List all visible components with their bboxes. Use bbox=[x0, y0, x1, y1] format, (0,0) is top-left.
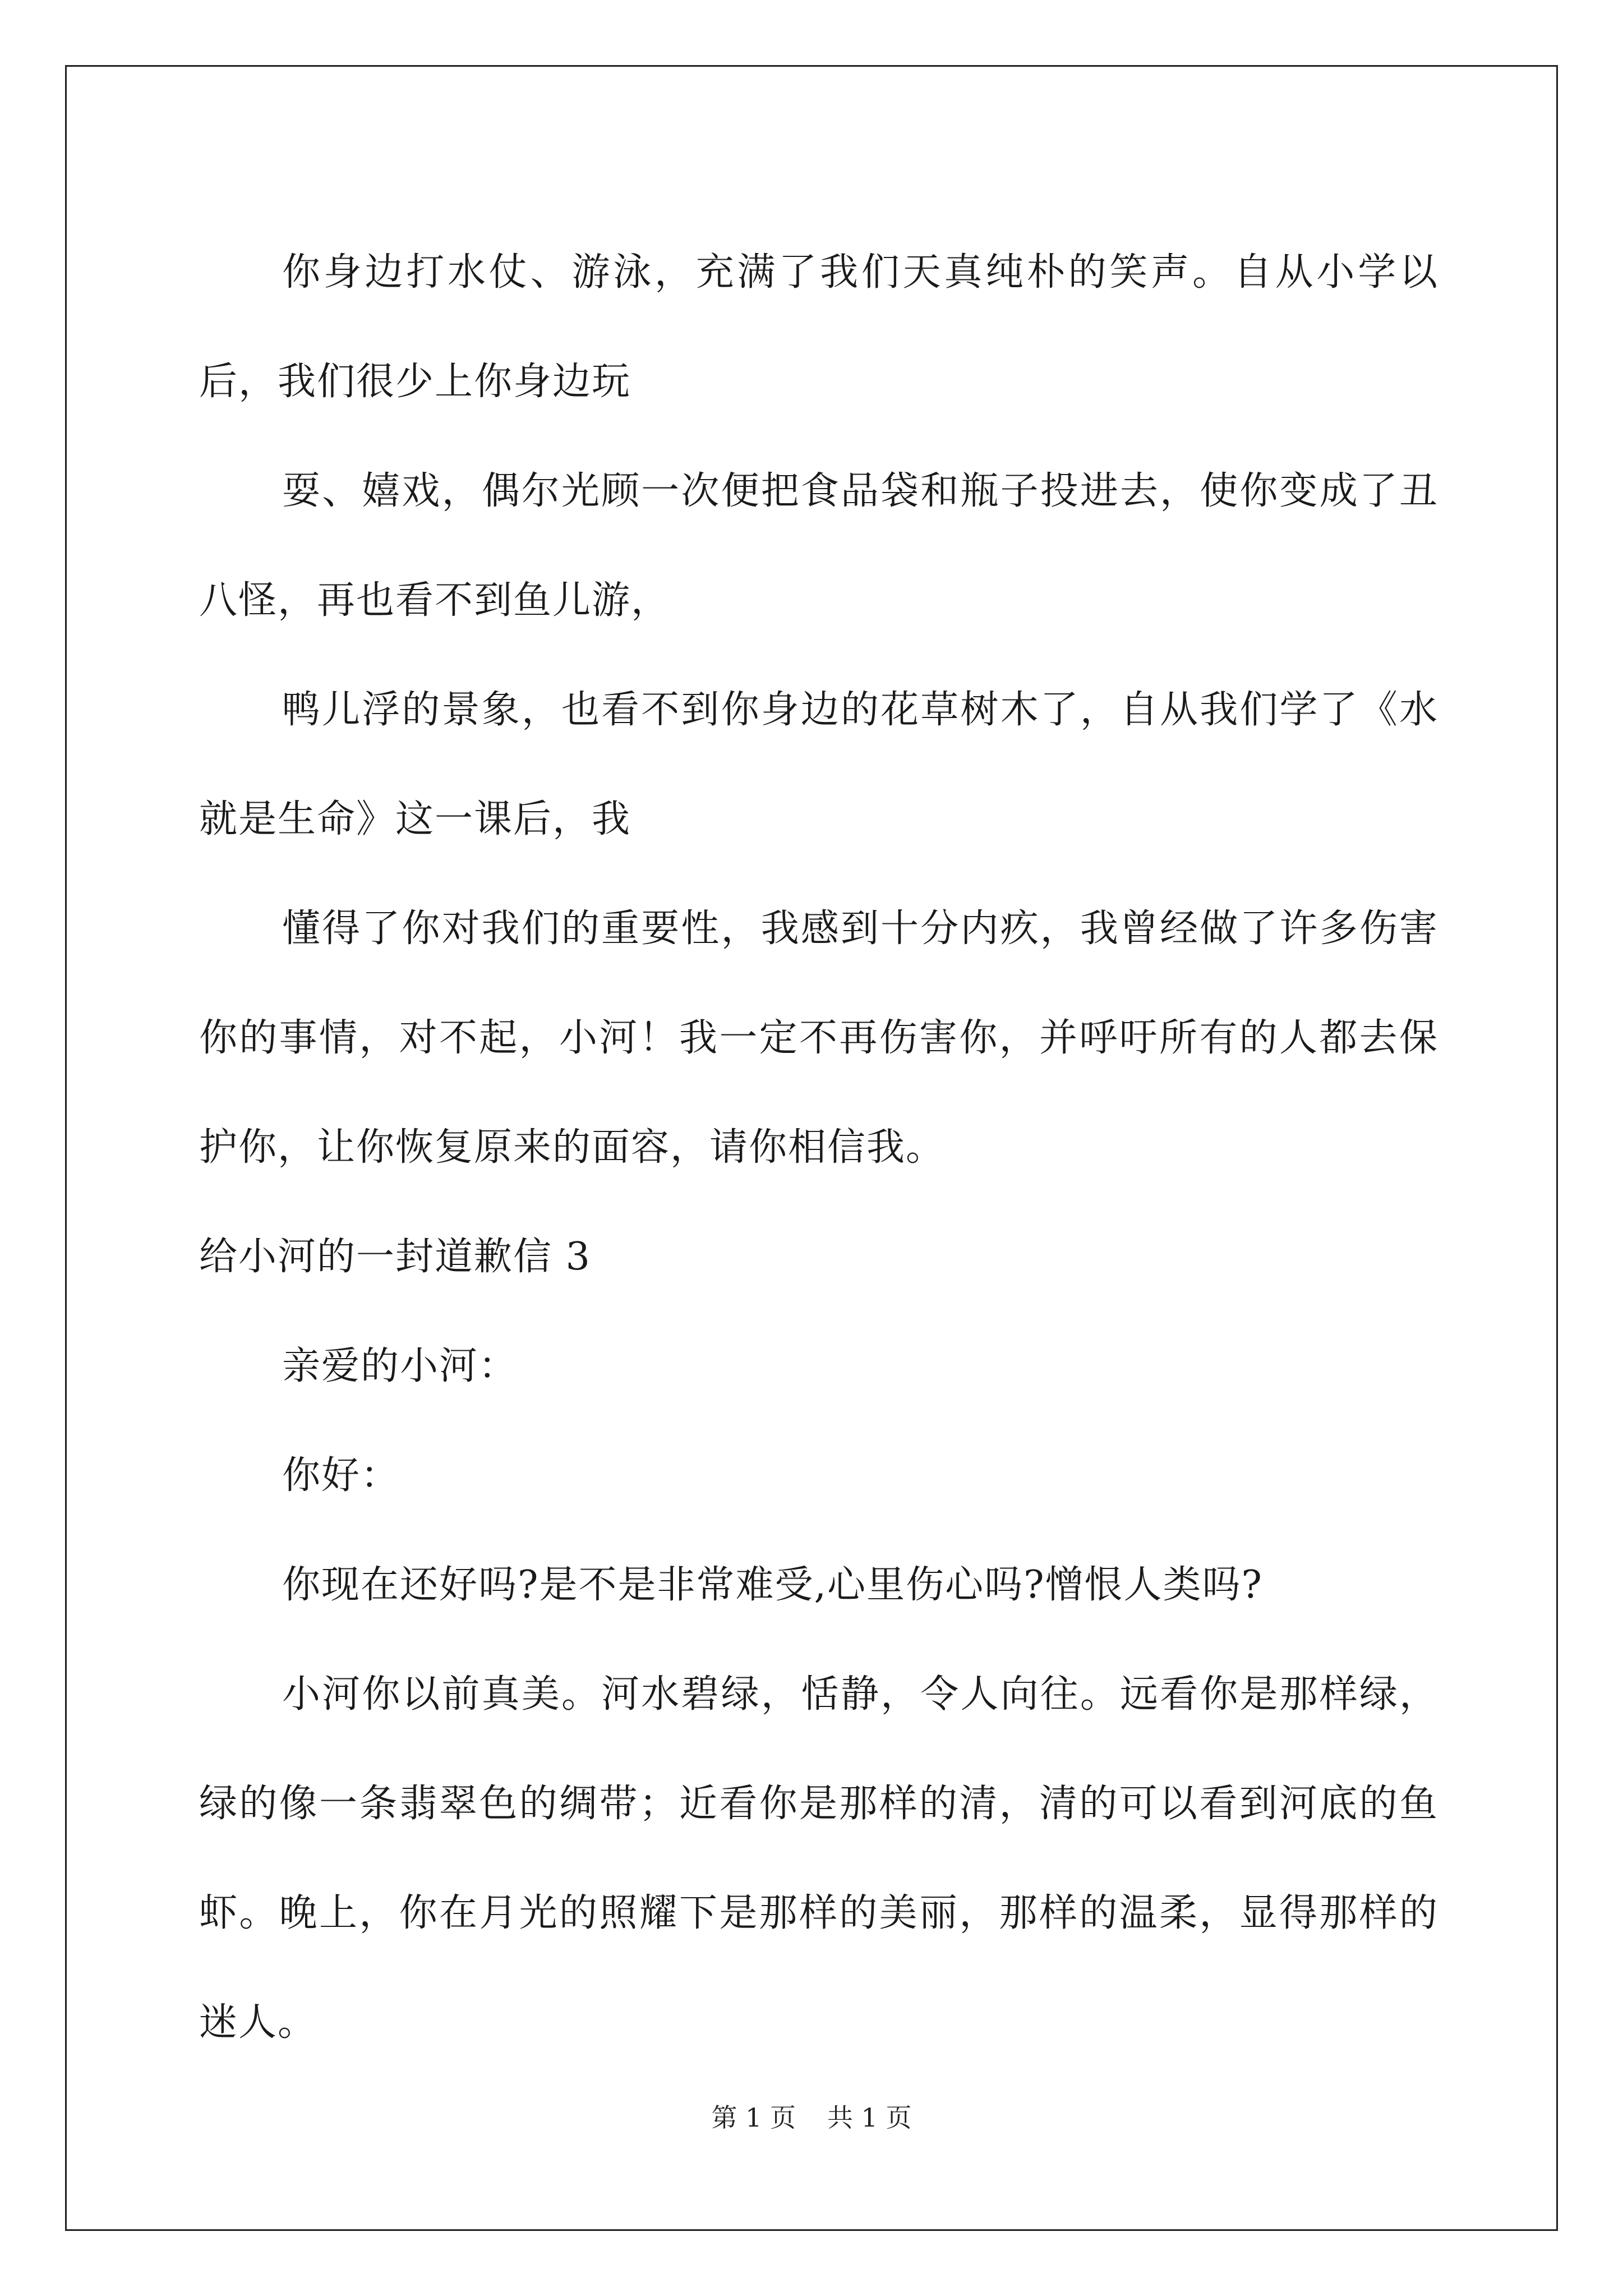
section-heading: 给小河的一封道歉信 3 bbox=[199, 1235, 591, 1279]
paragraph-1: 你身边打水仗、游泳，充满了我们天真纯朴的笑声。自从小学以后，我们很少上你身边玩 bbox=[199, 250, 1438, 404]
greeting: 你好： bbox=[282, 1453, 400, 1498]
paragraph-3: 鸭儿浮的景象，也看不到你身边的花草树木了，自从我们学了《水就是生命》这一课后，我 bbox=[199, 688, 1438, 841]
salutation: 亲爱的小河： bbox=[282, 1344, 518, 1388]
paragraph-4: 懂得了你对我们的重要性，我感到十分内疚，我曾经做了许多伤害你的事情，对不起，小河！我一定不再伤害你，并呼吁所有的人都去保护你，让你恢复原来的面容，请你相信我。 bbox=[199, 907, 1438, 1170]
page-number: 第 1 页 bbox=[711, 2102, 796, 2133]
document-body bbox=[199, 218, 1438, 2077]
page-footer bbox=[0, 2101, 1623, 2134]
page-total: 共 1 页 bbox=[827, 2102, 912, 2133]
paragraph-5: 你现在还好吗?是不是非常难受,心里伤心吗?憎恨人类吗? bbox=[282, 1563, 1263, 1607]
paragraph-2: 耍、嬉戏，偶尔光顾一次便把食品袋和瓶子投进去，使你变成了丑八怪，再也看不到鱼儿游， bbox=[199, 469, 1438, 623]
paragraph-6: 小河你以前真美。河水碧绿，恬静，令人向往。远看你是那样绿，绿的像一条翡翠色的绸带；近看你是那样的清，清的可以看到河底的鱼虾。晚上，你在月光的照耀下是那样的美丽，那样的温柔，显得那样的迷人。 bbox=[199, 1672, 1438, 2045]
